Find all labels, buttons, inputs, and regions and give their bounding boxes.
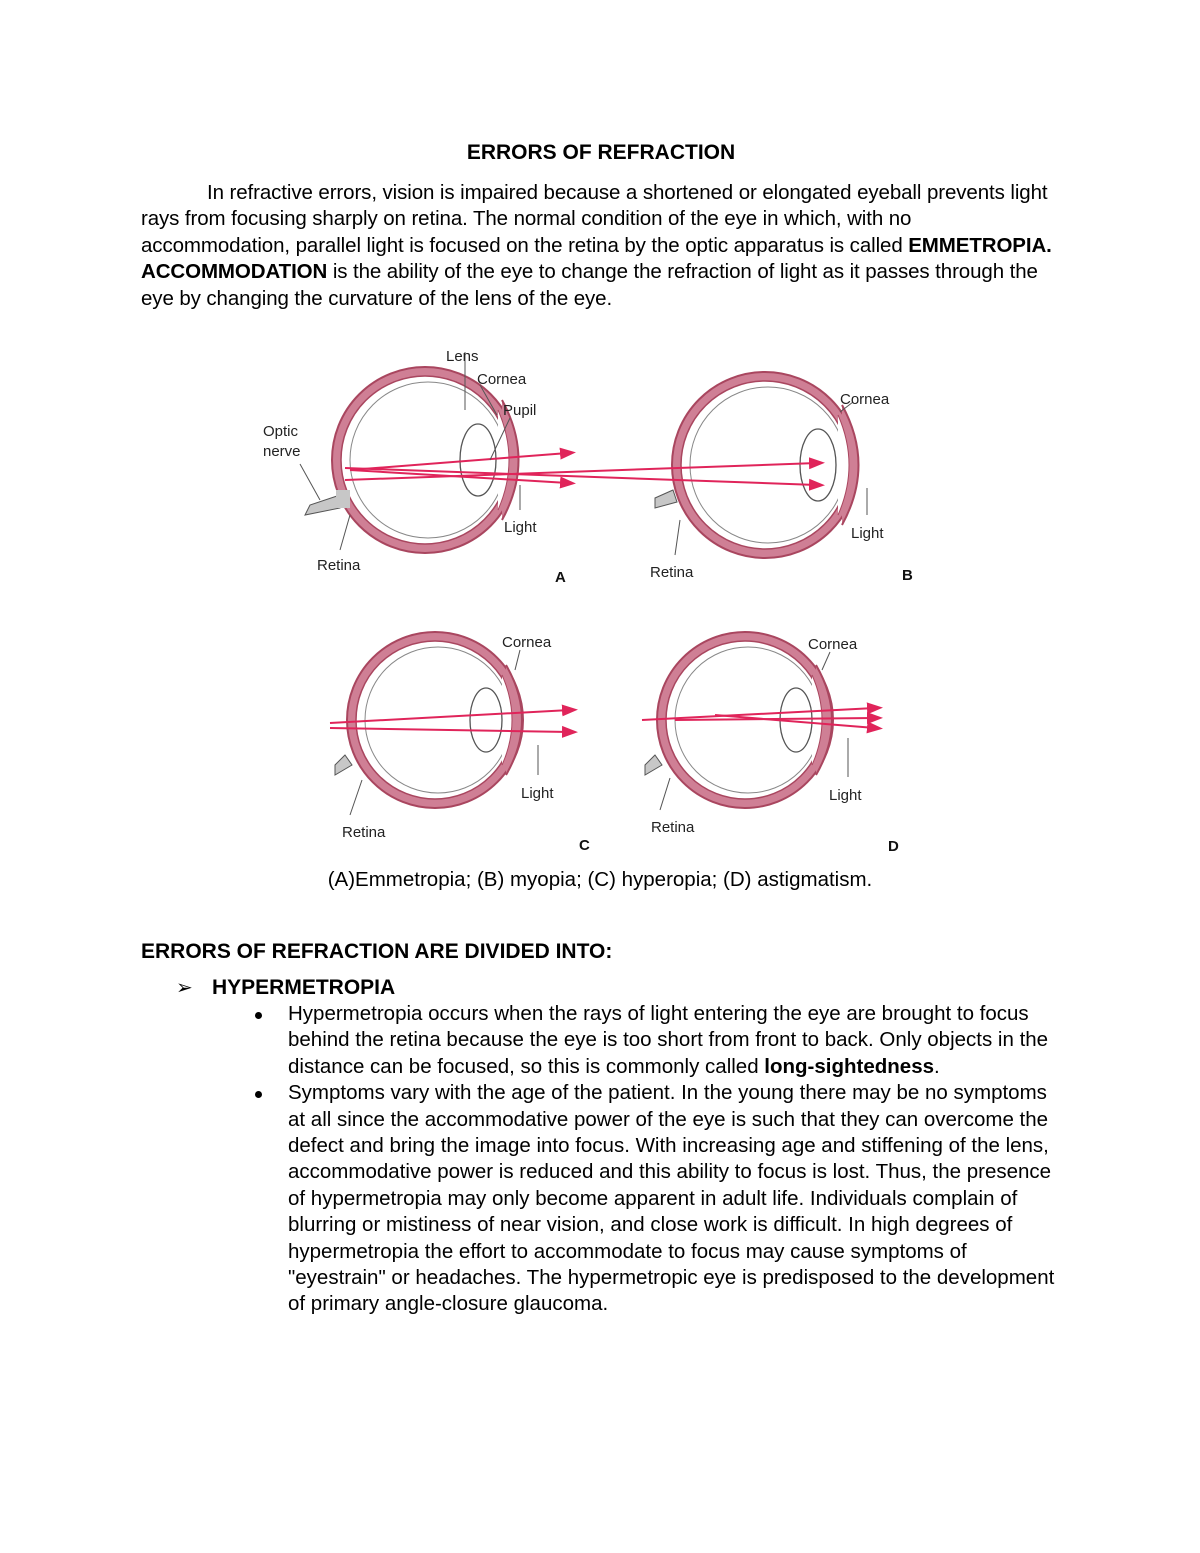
eye-panel-a: [263, 348, 568, 586]
bullet-1-bold: long-sightedness: [764, 1054, 935, 1078]
subsection-heading: [176, 975, 395, 1000]
list-item: [255, 1001, 1055, 1080]
figure-caption: (A)Emmetropia; (B) myopia; (C) hyperopia; (D) astigmatism.: [327, 868, 873, 891]
bullet-dot-icon: [255, 1091, 262, 1098]
label-retina-b: Retina: [650, 564, 694, 581]
label-retina-a: Retina: [317, 557, 361, 574]
label-retina-d: Retina: [651, 819, 695, 836]
list-item: [255, 1080, 1055, 1318]
arrow-bullet-icon: ➢: [176, 977, 193, 999]
panel-letter-b: B: [902, 567, 913, 584]
eye-refraction-figure: [250, 340, 930, 860]
label-light-c: Light: [521, 785, 554, 802]
label-lens: Lens: [446, 348, 479, 365]
label-cornea-d: Cornea: [808, 636, 858, 653]
eye-panel-d: [642, 632, 899, 855]
hypermetropia-bullets: [255, 1001, 1055, 1318]
label-retina-c: Retina: [342, 824, 386, 841]
page-title: ERRORS OF REFRACTION: [466, 141, 736, 164]
panel-letter-c: C: [579, 837, 590, 854]
intro-bold-terms: EMMETROPIA. ACCOMMODATION: [141, 233, 1052, 284]
label-light-a: Light: [504, 519, 537, 536]
label-cornea-b: Cornea: [840, 391, 890, 408]
eye-diagrams: [250, 340, 930, 860]
intro-text-1: In refractive errors, vision is impaired because a shortened or elongated eyeball prevents light rays from focusing sharply on retina. The normal condition of the eye in which, with no accommodation, parallel light is focused on the retina by the optic apparatus is called: [141, 181, 1048, 257]
label-cornea-c: Cornea: [502, 634, 552, 651]
label-cornea-a: Cornea: [477, 371, 527, 388]
panel-letter-d: D: [888, 838, 899, 855]
label-nerve: nerve: [263, 443, 301, 460]
document-body: [141, 140, 1061, 312]
bullet-2-text: Symptoms vary with the age of the patient. In the young there may be no symptoms at all since the accommodative power of the eye is such that they can overcome the defect and bring the image into focus. With increasing age and stiffening of the lens, accommodative power is reduced and this ability to focus is lost. Thus, the presence of hypermetropia may only become apparent in adult life. Individuals complain of blurring or mistiness of near vision, and close work is difficult. In high degrees of hypermetropia the effort to accommodate to focus may cause symptoms of "eyestrain" or headaches. The hypermetropic eye is predisposed to the development of primary angle-closure glaucoma.: [288, 1081, 1055, 1316]
label-light-d: Light: [829, 787, 862, 804]
subsection-title: HYPERMETROPIA: [212, 975, 396, 999]
bullet-dot-icon: [255, 1012, 262, 1019]
intro-text-2: is the ability of the eye to change the refraction of light as it passes through the eye by changing the curvature of the lens of the eye.: [141, 260, 1038, 310]
bullet-1-end: .: [934, 1054, 940, 1078]
panel-letter-a: A: [555, 569, 566, 586]
label-optic: Optic: [263, 423, 299, 440]
bullet-1-text: Hypermetropia occurs when the rays of light entering the eye are brought to focus behind the retina because the eye is too short from front to back. Only objects in the distance can be focused, so this is commonly called: [288, 1002, 1049, 1078]
label-pupil: Pupil: [503, 402, 537, 419]
intro-paragraph: [141, 180, 1061, 312]
eye-panel-c: [330, 632, 590, 854]
section-heading: ERRORS OF REFRACTION ARE DIVIDED INTO:: [141, 940, 613, 963]
label-light-b: Light: [851, 525, 884, 542]
